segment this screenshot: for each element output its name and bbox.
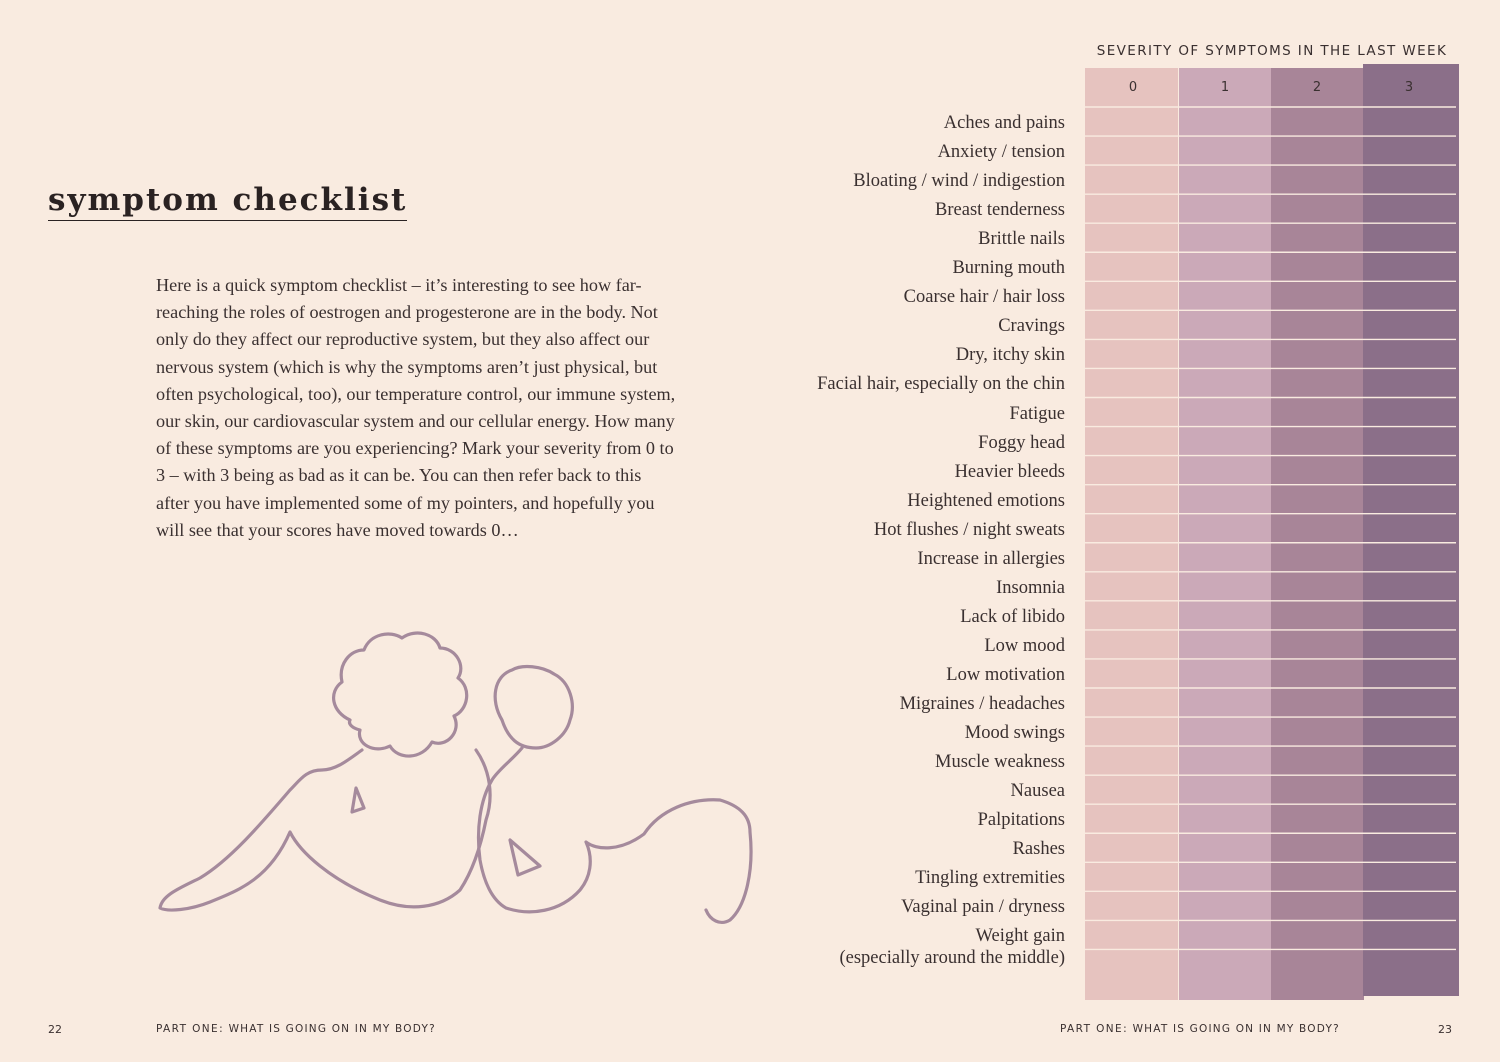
severity-cell[interactable] — [1179, 572, 1271, 601]
symptom-row-label: Brittle nails — [978, 229, 1065, 250]
severity-cell[interactable] — [1363, 572, 1455, 601]
severity-cell[interactable] — [1271, 339, 1363, 368]
severity-cell[interactable] — [1271, 775, 1363, 804]
severity-cell[interactable] — [1087, 775, 1179, 804]
severity-cell[interactable] — [1363, 920, 1455, 966]
left-page-number: 22 — [48, 1023, 62, 1036]
symptom-row-label: Anxiety / tension — [937, 142, 1065, 163]
severity-cell[interactable] — [1179, 427, 1271, 456]
severity-cell[interactable] — [1363, 485, 1455, 514]
severity-cell[interactable] — [1087, 107, 1179, 136]
severity-cell[interactable] — [1363, 223, 1455, 252]
severity-cell[interactable] — [1179, 746, 1271, 775]
severity-cell[interactable] — [1271, 630, 1363, 659]
severity-cell[interactable] — [1179, 514, 1271, 543]
severity-cell[interactable] — [1179, 165, 1271, 194]
severity-cell[interactable] — [1363, 601, 1455, 630]
severity-cell[interactable] — [1363, 136, 1455, 165]
severity-cell[interactable] — [1179, 368, 1271, 397]
severity-cell[interactable] — [1363, 427, 1455, 456]
severity-cell[interactable] — [1087, 310, 1179, 339]
severity-level-1: 1 — [1220, 80, 1230, 95]
severity-cell[interactable] — [1087, 717, 1179, 746]
severity-cell[interactable] — [1363, 659, 1455, 688]
severity-cell[interactable] — [1271, 223, 1363, 252]
symptom-row-label: Bloating / wind / indigestion — [853, 171, 1065, 192]
severity-cell[interactable] — [1363, 252, 1455, 281]
severity-cell[interactable] — [1179, 281, 1271, 310]
symptom-row-label: Nausea — [1010, 781, 1065, 802]
severity-cell[interactable] — [1087, 514, 1179, 543]
severity-level-3: 3 — [1404, 80, 1414, 95]
severity-cell[interactable] — [1179, 833, 1271, 862]
severity-cell[interactable] — [1179, 659, 1271, 688]
symptom-row-label: Facial hair, especially on the chin — [817, 374, 1065, 395]
severity-cell[interactable] — [1179, 485, 1271, 514]
severity-cell[interactable] — [1179, 339, 1271, 368]
severity-cell[interactable] — [1363, 310, 1455, 339]
severity-level-2: 2 — [1312, 80, 1322, 95]
severity-cell[interactable] — [1271, 804, 1363, 833]
symptom-row-label: Vaginal pain / dryness — [901, 897, 1065, 918]
symptom-row-label: Migraines / headaches — [899, 694, 1065, 714]
severity-cell[interactable] — [1363, 891, 1455, 920]
severity-cell[interactable] — [1087, 194, 1179, 223]
severity-cell[interactable] — [1363, 717, 1455, 746]
symptom-row-label: Heightened emotions — [907, 490, 1065, 511]
symptom-row-label: Muscle weakness — [935, 752, 1065, 773]
severity-cell[interactable] — [1271, 281, 1363, 310]
severity-header: SEVERITY OF SYMPTOMS IN THE LAST WEEK — [1096, 43, 1448, 59]
severity-cell[interactable] — [1087, 136, 1179, 165]
severity-cell[interactable] — [1271, 310, 1363, 339]
severity-cell[interactable] — [1363, 398, 1455, 427]
severity-cell[interactable] — [1087, 688, 1179, 717]
symptom-row-label: Foggy head — [978, 432, 1065, 453]
severity-cell[interactable] — [1363, 543, 1455, 572]
symptom-row-label: Cravings — [998, 316, 1065, 337]
severity-cell[interactable] — [1271, 485, 1363, 514]
right-footer — [1060, 1023, 1340, 1035]
symptom-label-line1: Weight gain — [975, 926, 1065, 947]
severity-cell[interactable] — [1087, 398, 1179, 427]
severity-cell[interactable] — [1087, 281, 1179, 310]
severity-cell[interactable] — [1363, 281, 1455, 310]
severity-cell[interactable] — [1087, 368, 1179, 397]
right-footer-part: PART ONE: — [1060, 1023, 1129, 1035]
symptom-row-label: Insomnia — [996, 577, 1065, 598]
severity-cell[interactable] — [1179, 223, 1271, 252]
severity-cell[interactable] — [1179, 398, 1271, 427]
severity-cell[interactable] — [1363, 833, 1455, 862]
severity-cell[interactable] — [1179, 630, 1271, 659]
symptom-row-label: Fatigue — [1009, 403, 1065, 424]
symptom-row-label: Heavier bleeds — [954, 461, 1065, 482]
severity-cell[interactable] — [1087, 891, 1179, 920]
severity-cell[interactable] — [1363, 194, 1455, 223]
severity-cell[interactable] — [1087, 862, 1179, 891]
severity-cell[interactable] — [1179, 717, 1271, 746]
severity-cell[interactable] — [1179, 688, 1271, 717]
symptom-row-label: Lack of libido — [960, 606, 1065, 627]
severity-cell[interactable] — [1271, 427, 1363, 456]
severity-cell[interactable] — [1271, 862, 1363, 891]
symptom-row-label: Breast tenderness — [935, 200, 1065, 221]
severity-cell[interactable] — [1271, 746, 1363, 775]
severity-cell[interactable] — [1271, 136, 1363, 165]
severity-cell[interactable] — [1363, 368, 1455, 397]
severity-cell[interactable] — [1271, 194, 1363, 223]
symptom-row-label: Hot flushes / night sweats — [873, 519, 1065, 540]
severity-cell[interactable] — [1087, 427, 1179, 456]
severity-cell[interactable] — [1179, 920, 1271, 966]
severity-cell[interactable] — [1179, 891, 1271, 920]
symptom-row-label: Increase in allergies — [917, 548, 1065, 569]
severity-cell[interactable] — [1271, 514, 1363, 543]
symptom-row-label: Low motivation — [946, 664, 1065, 685]
severity-cell[interactable] — [1087, 456, 1179, 485]
severity-cell[interactable] — [1087, 485, 1179, 514]
severity-cell[interactable] — [1179, 543, 1271, 572]
symptom-row-label: Palpitations — [977, 810, 1065, 831]
severity-cell[interactable] — [1087, 572, 1179, 601]
symptom-row-label: Rashes — [1012, 839, 1065, 860]
symptom-row-label: Tingling extremities — [915, 868, 1065, 889]
severity-cell[interactable] — [1179, 775, 1271, 804]
severity-cell[interactable] — [1363, 688, 1455, 717]
severity-cell[interactable] — [1363, 165, 1455, 194]
severity-cell[interactable] — [1271, 572, 1363, 601]
left-footer-title: WHAT IS GOING ON IN MY BODY? — [228, 1023, 436, 1035]
severity-cell[interactable] — [1271, 717, 1363, 746]
severity-cell[interactable] — [1271, 659, 1363, 688]
severity-cell[interactable] — [1087, 659, 1179, 688]
symptom-row-label: Low mood — [984, 635, 1065, 656]
severity-cell[interactable] — [1087, 252, 1179, 281]
severity-cell[interactable] — [1179, 136, 1271, 165]
symptom-row-label — [839, 925, 1065, 969]
severity-cell[interactable] — [1271, 165, 1363, 194]
severity-cell[interactable] — [1271, 252, 1363, 281]
left-footer-part: PART ONE: — [156, 1023, 225, 1035]
severity-cell[interactable] — [1271, 456, 1363, 485]
severity-cell[interactable] — [1179, 194, 1271, 223]
severity-cell[interactable] — [1087, 165, 1179, 194]
severity-cell[interactable] — [1179, 862, 1271, 891]
right-footer-title: WHAT IS GOING ON IN MY BODY? — [1132, 1023, 1340, 1035]
severity-cell[interactable] — [1271, 601, 1363, 630]
page-title: symptom checklist — [48, 180, 407, 221]
severity-cell[interactable] — [1087, 223, 1179, 252]
severity-cell[interactable] — [1179, 456, 1271, 485]
severity-cell[interactable] — [1179, 804, 1271, 833]
severity-cell[interactable] — [1271, 891, 1363, 920]
severity-cell[interactable] — [1363, 775, 1455, 804]
severity-cell[interactable] — [1271, 398, 1363, 427]
severity-cell[interactable] — [1087, 601, 1179, 630]
severity-cell[interactable] — [1363, 339, 1455, 368]
severity-cell[interactable] — [1271, 920, 1363, 966]
severity-cell[interactable] — [1179, 601, 1271, 630]
symptom-row-label: Dry, itchy skin — [955, 345, 1065, 366]
severity-cell[interactable] — [1271, 833, 1363, 862]
severity-cell[interactable] — [1363, 804, 1455, 833]
severity-cell[interactable] — [1087, 543, 1179, 572]
severity-cell[interactable] — [1087, 339, 1179, 368]
symptom-row-label: Aches and pains — [943, 113, 1065, 133]
severity-cell[interactable] — [1179, 252, 1271, 281]
severity-cell[interactable] — [1271, 107, 1363, 136]
symptom-row-label: Coarse hair / hair loss — [903, 287, 1065, 308]
severity-cell[interactable] — [1363, 107, 1455, 136]
severity-cell[interactable] — [1271, 688, 1363, 717]
severity-cell[interactable] — [1271, 543, 1363, 572]
severity-cell[interactable] — [1179, 107, 1271, 136]
severity-cell[interactable] — [1087, 804, 1179, 833]
symptom-row-label: Burning mouth — [952, 258, 1065, 279]
severity-level-0: 0 — [1128, 80, 1138, 95]
severity-cell[interactable] — [1271, 368, 1363, 397]
severity-cell[interactable] — [1087, 630, 1179, 659]
severity-cell[interactable] — [1087, 920, 1179, 966]
symptom-row-label: Mood swings — [964, 723, 1065, 744]
severity-cell[interactable] — [1087, 746, 1179, 775]
severity-cell[interactable] — [1179, 310, 1271, 339]
intro-paragraph: Here is a quick symptom checklist – it’s interesting to see how far-reaching the roles of oestrogen and progesterone are in the body. Not only do they affect our reproductive system, but they also affect our nervous system (which is why the symptoms aren’t just physical, but often psychological, too), our temperature control, our immune system, our skin, our cardiovascular system and our cellular energy. How many of these symptoms are you experiencing? Mark your severity from 0 to 3 – with 3 being as bad as it can be. You can then refer back to this after you have implemented some of my pointers, and hopefully you will see that your scores have moved towards 0… — [156, 275, 676, 540]
severity-cell[interactable] — [1363, 456, 1455, 485]
symptom-label-line2: (especially around the middle) — [839, 948, 1065, 969]
severity-cell[interactable] — [1363, 514, 1455, 543]
severity-cell[interactable] — [1363, 630, 1455, 659]
severity-cell[interactable] — [1363, 746, 1455, 775]
severity-cell[interactable] — [1363, 862, 1455, 891]
right-page-number: 23 — [1438, 1023, 1452, 1036]
severity-cell[interactable] — [1087, 833, 1179, 862]
